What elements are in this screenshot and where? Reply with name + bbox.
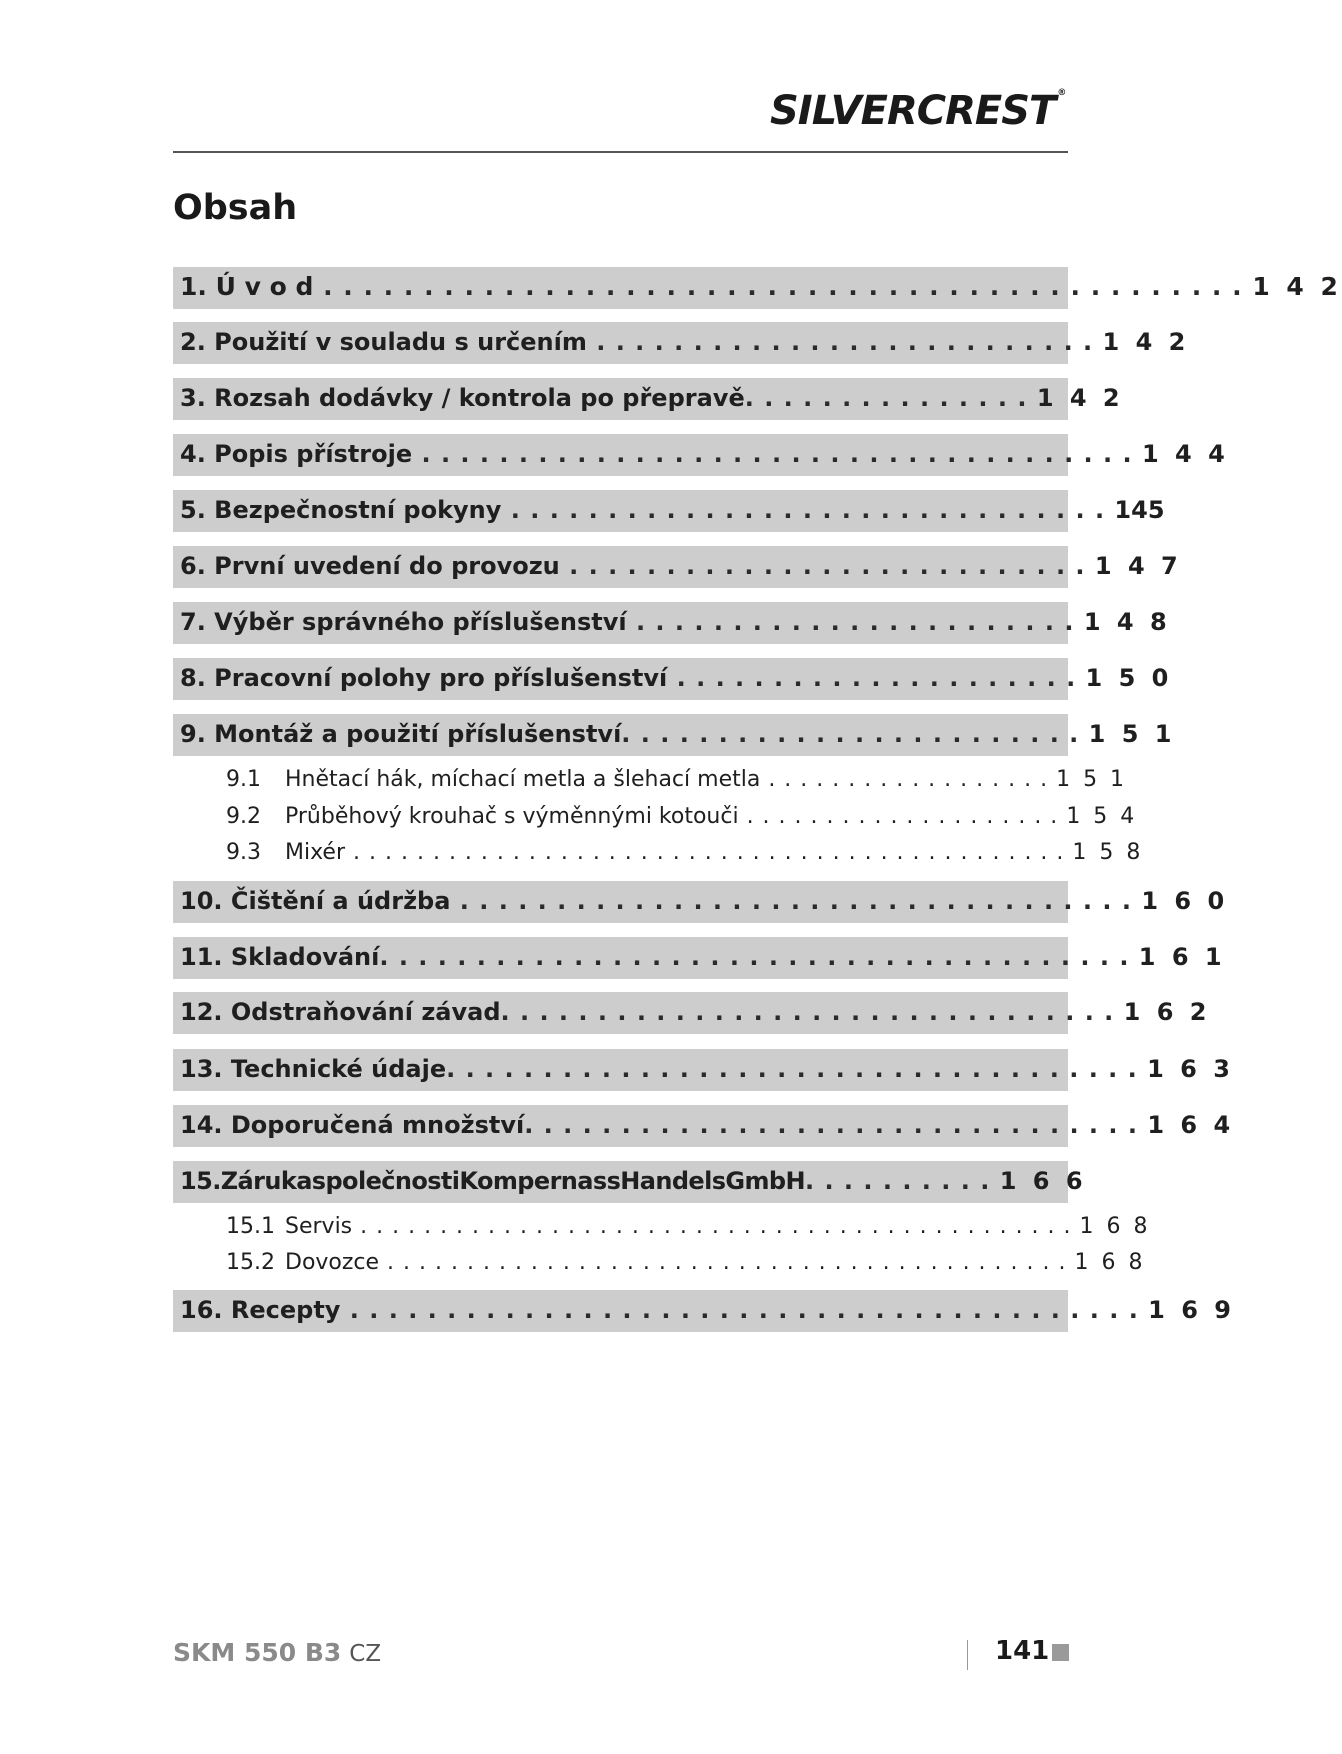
toc-entry-14[interactable]: 14. Doporučená množství. . . . . . . . . . . . . . . . . . . . . . . . . . . . . . . . 1 6 4 — [180, 1111, 1235, 1139]
silvercrest-logo: SILVERCREST ® — [770, 88, 1066, 134]
toc-subentry-15-2[interactable]: 15.2 Dovozce . . . . . . . . . . . . . . . . . . . . . . . . . . . . . . . . . . . . . . . . . . . 1 6 8 — [226, 1250, 1146, 1275]
toc-entry-5[interactable]: 5. Bezpečnostní pokyny . . . . . . . . . . . . . . . . . . . . . . . . . . . . . . . 145 — [180, 496, 1165, 524]
toc-entry-4[interactable]: 4. Popis přístroje . . . . . . . . . . . . . . . . . . . . . . . . . . . . . . . . . . . . . 1 4 4 — [180, 440, 1229, 468]
footer-divider — [967, 1640, 968, 1670]
toc-entry-8[interactable]: 8. Pracovní polohy pro příslušenství . . . . . . . . . . . . . . . . . . . . . 1 5 0 — [180, 664, 1173, 692]
toc-entry-9[interactable]: 9. Montáž a použití příslušenství. . . . . . . . . . . . . . . . . . . . . . . . 1 5 1 — [180, 720, 1176, 748]
toc-subentry-9-3[interactable]: 9.3 Mixér . . . . . . . . . . . . . . . . . . . . . . . . . . . . . . . . . . . . . . . . . . . . . 1 5 8 — [226, 840, 1144, 865]
toc-entry-11[interactable]: 11. Skladování. . . . . . . . . . . . . . . . . . . . . . . . . . . . . . . . . . . . . . . 1 6 1 — [180, 943, 1226, 971]
toc-subentry-9-2[interactable]: 9.2 Průběhový krouhač s výměnnými kotouči . . . . . . . . . . . . . . . . . . . . 1 5 4 — [226, 804, 1138, 829]
toc-entry-12[interactable]: 12. Odstraňování závad. . . . . . . . . . . . . . . . . . . . . . . . . . . . . . . . 1 6 2 — [180, 998, 1211, 1026]
toc-entry-15[interactable]: 15.ZárukaspolečnostiKompernassHandelsGmbH. . . . . . . . . . 1 6 6 — [180, 1167, 1087, 1195]
toc-entry-16[interactable]: 16. Recepty . . . . . . . . . . . . . . . . . . . . . . . . . . . . . . . . . . . . . . . . . 1 6 9 — [180, 1296, 1235, 1324]
toc-entry-13[interactable]: 13. Technické údaje. . . . . . . . . . . . . . . . . . . . . . . . . . . . . . . . . . . . 1 6 3 — [180, 1055, 1234, 1083]
footer-square-mark — [1052, 1644, 1069, 1661]
toc-entry-1[interactable]: 1. Ú v o d . . . . . . . . . . . . . . . . . . . . . . . . . . . . . . . . . . . . . . . . . . . . . . 1 4 2 — [180, 272, 1342, 301]
toc-entry-7[interactable]: 7. Výběr správného příslušenství . . . . . . . . . . . . . . . . . . . . . . . 1 4 8 — [180, 608, 1171, 636]
page-number: 141 — [995, 1636, 1050, 1666]
toc-subentry-15-1[interactable]: 15.1 Servis . . . . . . . . . . . . . . . . . . . . . . . . . . . . . . . . . . . . . . . . . . . . . 1 6 8 — [226, 1214, 1151, 1239]
toc-entry-3[interactable]: 3. Rozsah dodávky / kontrola po přepravě. . . . . . . . . . . . . . . 1 4 2 — [180, 384, 1124, 412]
toc-entry-2[interactable]: 2. Použití v souladu s určením . . . . . . . . . . . . . . . . . . . . . . . . . . 1 4 2 — [180, 328, 1190, 356]
toc-subentry-9-1[interactable]: 9.1 Hnětací hák, míchací metla a šlehací metla . . . . . . . . . . . . . . . . . . 1 5 1 — [226, 767, 1128, 792]
header-rule — [173, 151, 1068, 153]
toc-entry-10[interactable]: 10. Čištění a údržba . . . . . . . . . . . . . . . . . . . . . . . . . . . . . . . . . . . 1 6 0 — [180, 887, 1229, 915]
footer-model: SKM 550 B3 CZ — [173, 1638, 382, 1667]
page-title: Obsah — [173, 188, 298, 228]
toc-entry-6[interactable]: 6. První uvedení do provozu . . . . . . . . . . . . . . . . . . . . . . . . . . . 1 4 7 — [180, 552, 1182, 580]
